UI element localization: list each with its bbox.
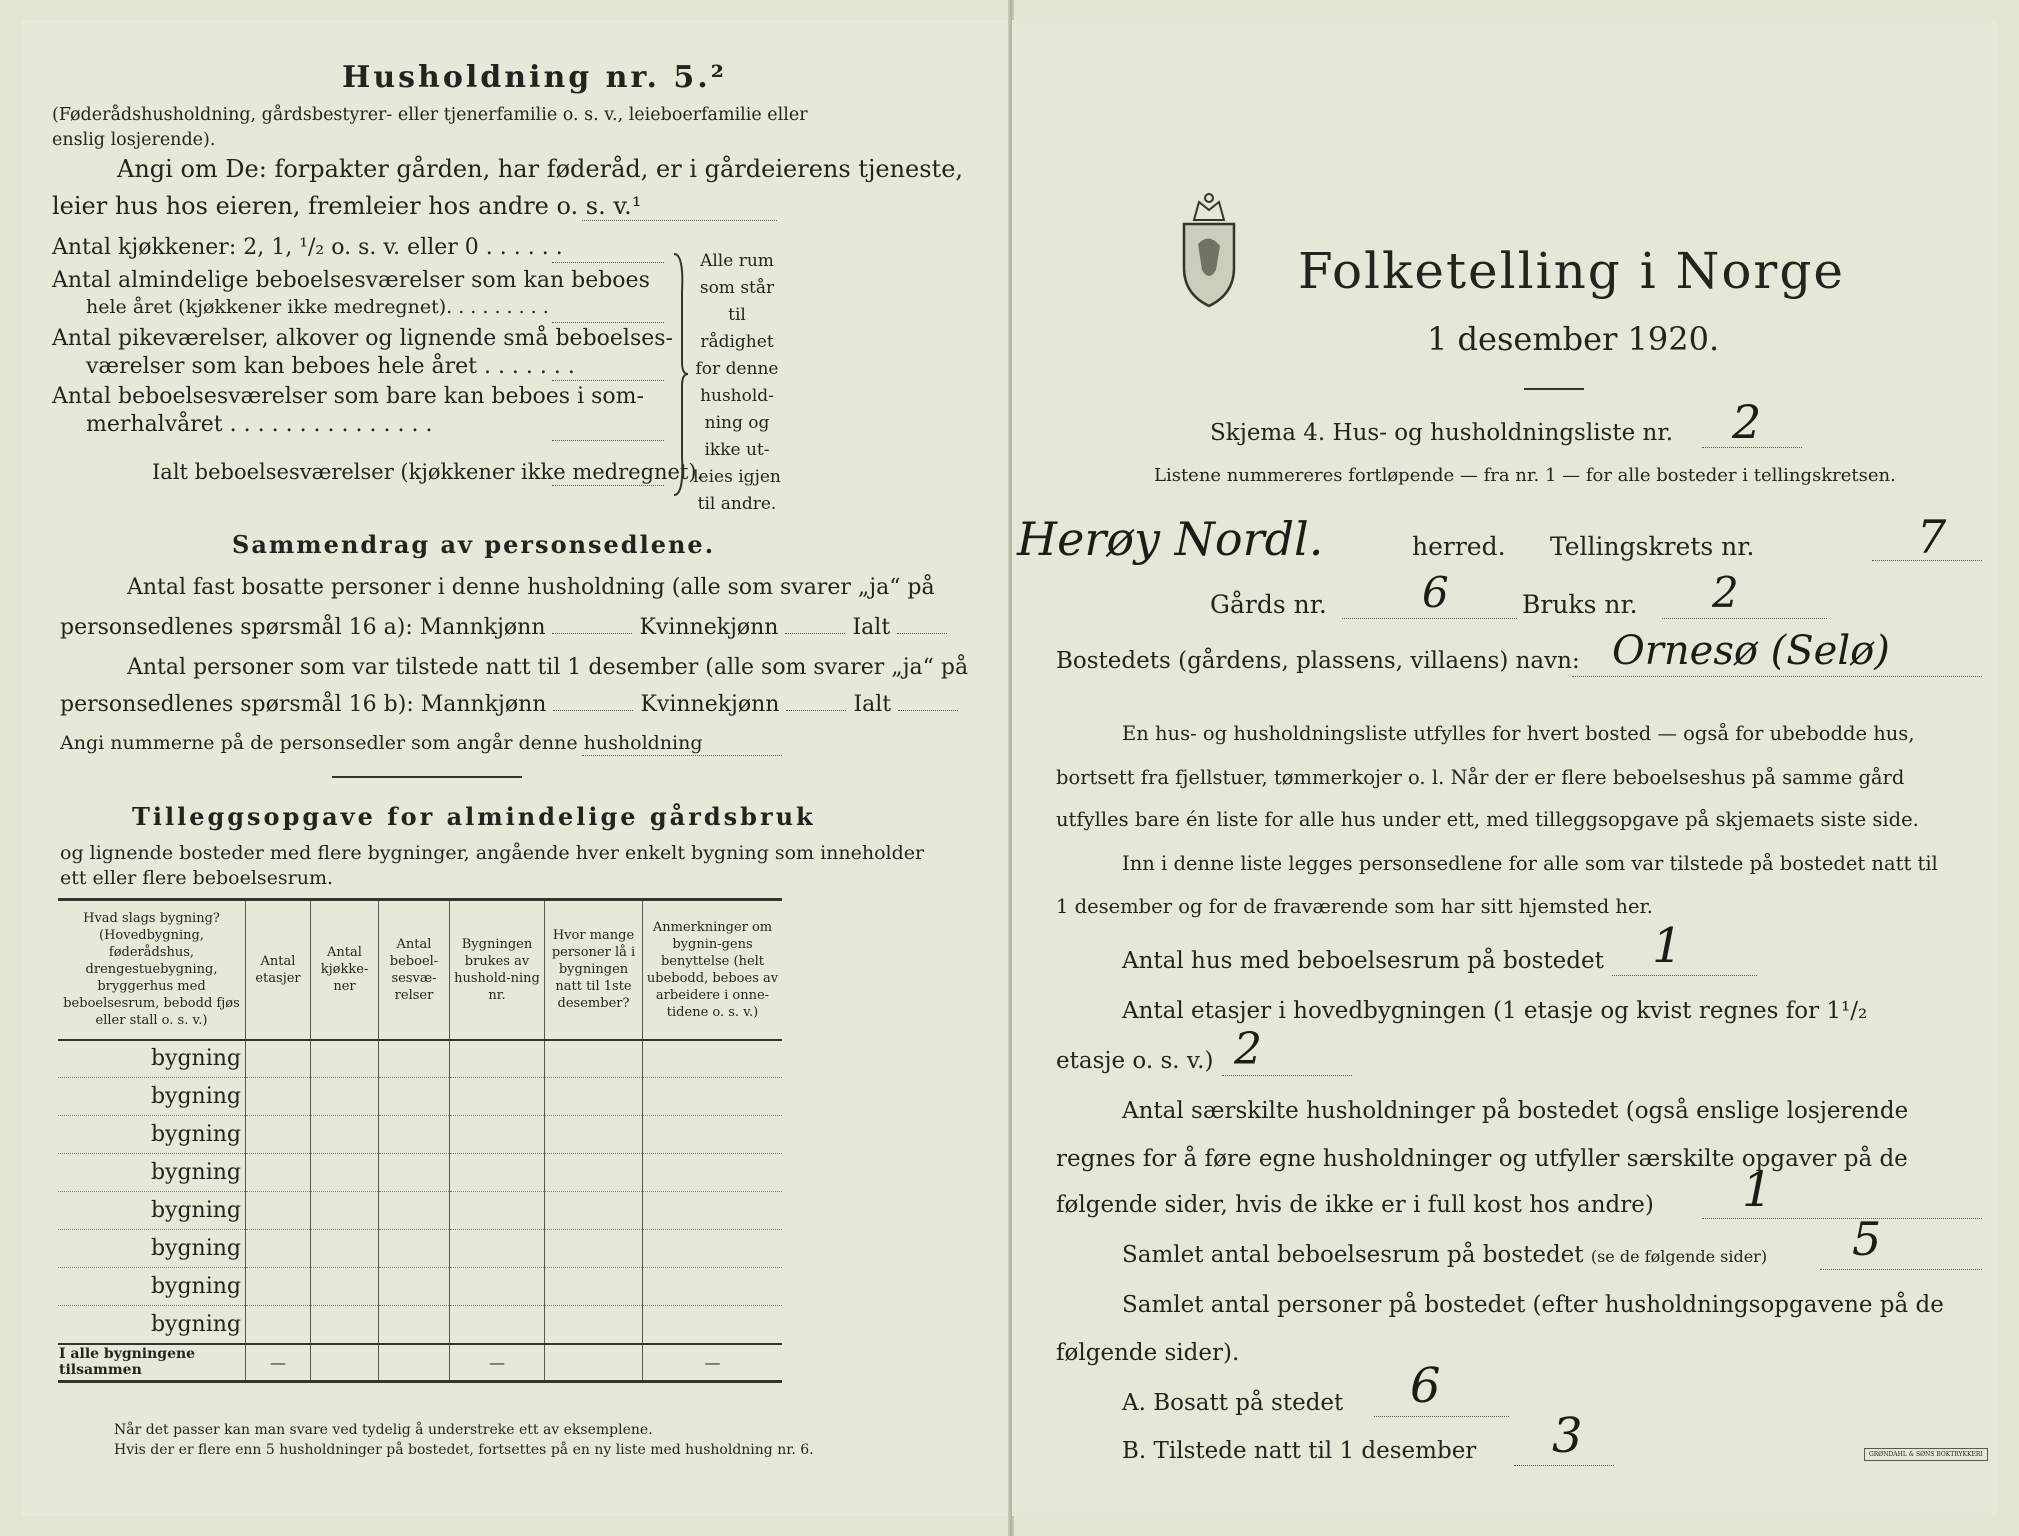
floors-value: 2 [1234, 1024, 1262, 1075]
table-row [58, 1154, 782, 1192]
floors-line-1: Antal etasjer i hovedbygningen (1 etasje og kvist regnes for 1¹/₂ [1122, 998, 1868, 1024]
persons-line-1: Samlet antal personer på bostedet (efter husholdningsopgavene på de [1122, 1292, 1944, 1318]
herred-label: herred. [1412, 532, 1506, 561]
table-row [58, 1230, 782, 1268]
footnote-1: Når det passer kan man svare ved tydelig å understreke ett av eksemplene. [114, 1422, 653, 1438]
summary-line-2: personsedlenes spørsmål 16 a): Mannkjønn Kvinnekjønn Ialt [60, 615, 947, 640]
rooms-total-label: Samlet antal beboelsesrum på bostedet (se de følgende sider) [1122, 1242, 1768, 1268]
rooms-1a: Antal almindelige beboelsesværelser som kan beboes [52, 268, 650, 293]
supplement-title: Tilleggsopgave for almindelige gårdsbruk [132, 802, 816, 831]
numbers-line: Angi nummerne på de personsedler som angår denne husholdning [60, 732, 703, 754]
table-row [58, 1040, 782, 1078]
rooms-2b: værelser som kan beboes hele året . . . . . . . [86, 354, 575, 379]
printer-stamp: GRØNDAHL & SØNS BOKTRYKKERI [1864, 1448, 1988, 1461]
schema-label: Skjema 4. Hus- og husholdningsliste nr. [1210, 420, 1674, 446]
houses-label: Antal hus med beboelsesrum på bostedet [1122, 948, 1604, 974]
intro-line-1: (Føderådshusholdning, gårdsbestyrer- eller tjenerfamilie o. s. v., leieboerfamilie eller [52, 105, 808, 125]
rooms-total-value: 5 [1852, 1212, 1882, 1266]
summary-line-4: personsedlenes spørsmål 16 b): Mannkjønn Kvinnekjønn Ialt [60, 692, 958, 717]
brace-icon [670, 252, 690, 497]
col-building-type: Hvad slags bygning? (Hovedbygning, føderådshus, drengestuebygning, bryggerhus med beboelsesrum, bebodd fjøs eller stall o. s. v.) [58, 900, 246, 1040]
building-label: bygning [58, 1040, 246, 1078]
coat-of-arms-icon [1174, 190, 1244, 310]
households-value: 1 [1742, 1162, 1773, 1218]
question-line-2: leier hus hos eieren, fremleier hos andre o. s. v.¹ [52, 192, 642, 220]
krets-label: Tellingskrets nr. [1550, 532, 1755, 561]
building-label: bygning [58, 1230, 246, 1268]
persons-line-2: følgende sider). [1056, 1340, 1240, 1366]
intro-line-2: enslig losjerende). [52, 130, 216, 150]
rooms-total: Ialt beboelsesværelser (kjøkkener ikke medregnet). [152, 460, 704, 484]
supplement-line-2: ett eller flere beboelsesrum. [60, 867, 334, 889]
col-floors: Antal etasjer [246, 900, 311, 1040]
para-2: bortsett fra fjellstuer, tømmerkojer o. l. Når der er flere beboelseshus på samme gård [1056, 766, 1905, 789]
footnote-2: Hvis der er flere enn 5 husholdninger på bostedet, fortsettes på en ny liste med husholdning nr. 6. [114, 1442, 814, 1458]
building-label: bygning [58, 1192, 246, 1230]
supplement-line-1: og lignende bosteder med flere bygninger, angående hver enkelt bygning som inneholder [60, 842, 925, 864]
census-date: 1 desember 1920. [1427, 320, 1720, 358]
houses-value: 1 [1652, 918, 1683, 974]
para-5: 1 desember og for de fraværende som har sitt hjemsted her. [1056, 895, 1653, 918]
bosted-value: Ornesø (Selø) [1612, 628, 1890, 674]
bracket-note: Alle rum som står til rådighet for denne hushold- ning og ikke ut- leies igjen til andre. [693, 251, 781, 514]
table-row [58, 1116, 782, 1154]
col-kitchens: Antal kjøkke-ner [311, 900, 379, 1040]
household-title: Husholdning nr. 5.² [342, 60, 727, 95]
krets-value: 7 [1917, 510, 1947, 564]
building-label: bygning [58, 1078, 246, 1116]
building-label: bygning [58, 1268, 246, 1306]
table-row [58, 1078, 782, 1116]
summary-line-1: Antal fast bosatte personer i denne husholdning (alle som svarer „ja“ på [127, 575, 935, 600]
building-label: bygning [58, 1154, 246, 1192]
right-page [1012, 20, 1997, 1516]
building-label: bygning [58, 1116, 246, 1154]
herred-value: Herøy Nordl. [1017, 512, 1324, 566]
summary-line-3: Antal personer som var tilstede natt til 1 desember (alle som svarer „ja“ på [127, 655, 969, 680]
rooms-1b: hele året (kjøkkener ikke medregnet). . . . . . . . . [86, 296, 549, 318]
resident-value: 6 [1410, 1358, 1441, 1414]
table-row [58, 1192, 782, 1230]
col-household-no: Bygningen brukes av hushold-ning nr. [450, 900, 545, 1040]
table-row [58, 1268, 782, 1306]
bruks-value: 2 [1712, 568, 1739, 617]
summary-title: Sammendrag av personsedlene. [232, 530, 716, 559]
numbering-note: Listene nummereres fortløpende — fra nr. 1 — for alle bosteder i tellingskretsen. [1154, 465, 1896, 486]
resident-label: A. Bosatt på stedet [1122, 1390, 1344, 1416]
table-row [58, 1306, 782, 1344]
present-label: B. Tilstede natt til 1 desember [1122, 1438, 1477, 1464]
schema-value: 2 [1732, 395, 1762, 449]
rooms-3b: merhalvåret . . . . . . . . . . . . . . . [86, 412, 433, 437]
households-line-2: regnes for å føre egne husholdninger og utfyller særskilte opgaver på de [1056, 1146, 1908, 1172]
rooms-3a: Antal beboelsesværelser som bare kan beboes i som- [52, 384, 644, 409]
question-line-1: Angi om De: forpakter gården, har føderåd, er i gårdeierens tjeneste, [117, 155, 964, 183]
left-page [22, 20, 1010, 1516]
main-title: Folketelling i Norge [1298, 242, 1845, 300]
col-remarks: Anmerkninger om bygnin-gens benyttelse (helt ubebodd, beboes av arbeidere i onne-tidene o. s. v.) [643, 900, 783, 1040]
building-label: bygning [58, 1306, 246, 1344]
floors-line-2: etasje o. s. v.) [1056, 1048, 1214, 1074]
col-rooms: Antal beboel-sesvæ-relser [379, 900, 450, 1040]
para-3: utfylles bare én liste for alle hus under ett, med tilleggsopgave på skjemaets siste side. [1056, 808, 1919, 831]
gards-label: Gårds nr. [1210, 590, 1327, 619]
gards-value: 6 [1422, 568, 1449, 617]
building-table [58, 898, 782, 1383]
rooms-2a: Antal pikeværelser, alkover og lignende små beboelses- [52, 326, 673, 351]
table-total-row: I alle bygningene tilsammen — — — [58, 1344, 782, 1382]
para-1: En hus- og husholdningsliste utfylles for hvert bosted — også for ubebodde hus, [1122, 722, 1915, 745]
kitchens-label: Antal kjøkkener: 2, 1, ¹/₂ o. s. v. eller 0 . . . . . . [52, 235, 563, 260]
households-line-3: følgende sider, hvis de ikke er i full kost hos andre) [1056, 1192, 1654, 1218]
para-4: Inn i denne liste legges personsedlene for alle som var tilstede på bostedet natt til [1122, 852, 1938, 875]
bruks-label: Bruks nr. [1522, 590, 1638, 619]
col-persons: Hvor mange personer lå i bygningen natt til 1ste desember? [545, 900, 643, 1040]
households-line-1: Antal særskilte husholdninger på bostedet (også enslige losjerende [1122, 1098, 1909, 1124]
present-value: 3 [1552, 1408, 1583, 1464]
bosted-label: Bostedets (gårdens, plassens, villaens) navn: [1056, 648, 1580, 674]
